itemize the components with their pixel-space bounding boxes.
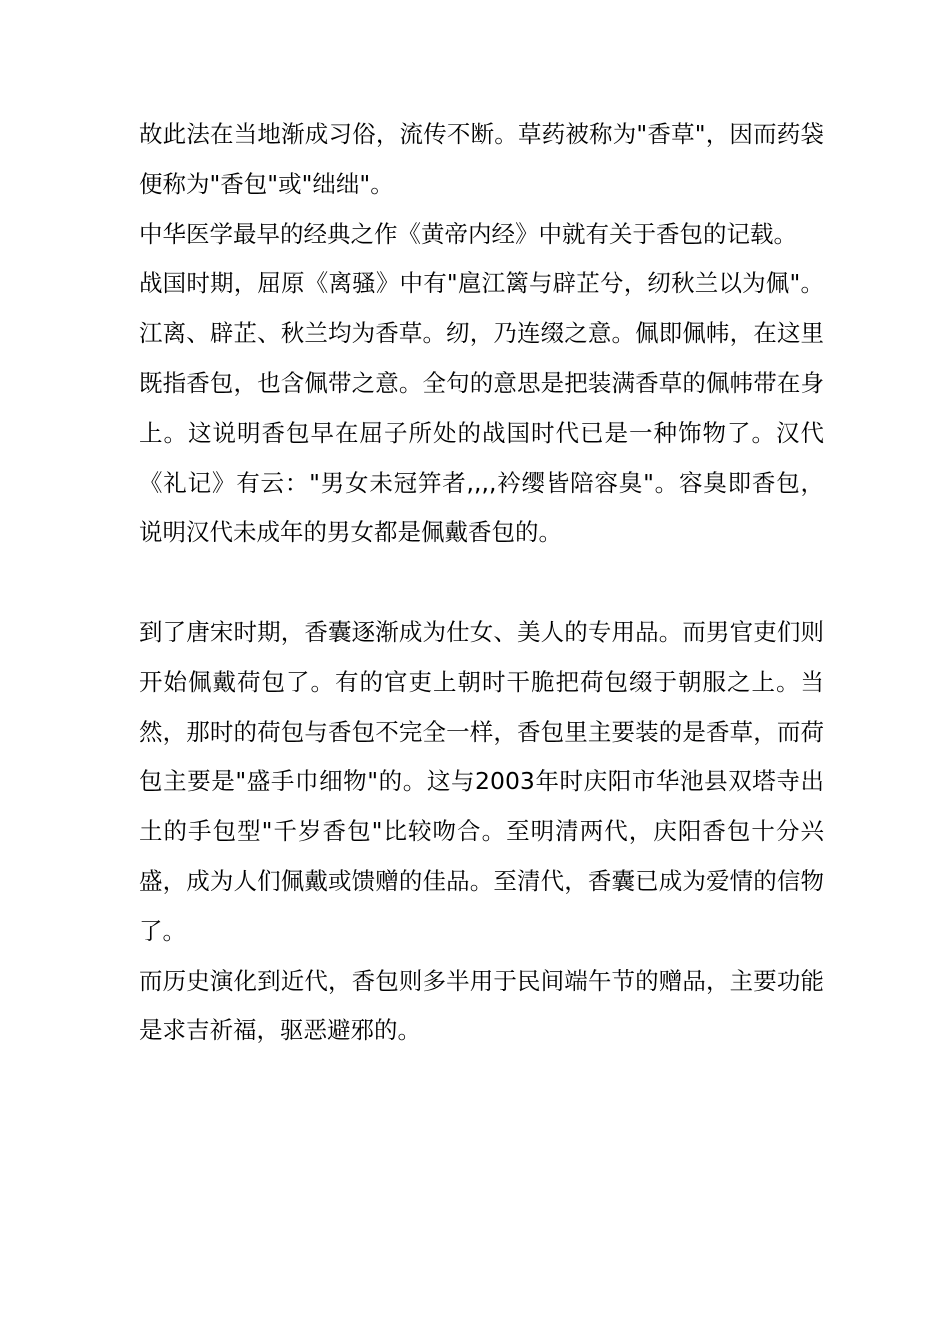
paragraph-tang-song: 到了唐宋时期，香囊逐渐成为仕女、美人的专用品。而男官吏们则开始佩戴荷包了。有的官吏上朝时干脆把荷包缀于朝服之上。当然，那时的荷包与香包不完全一样，香包里主要装的是香草，而荷包主要是"盛手巾细物"的。这与2003年时庆阳市华池县双塔寺出土的手包型"千岁香包"比较吻合。至明清两代，庆阳香包十分兴盛，成为人们佩戴或馈赠的佳品。至清代，香囊已成为爱情的信物了。 <box>139 617 824 945</box>
paragraph-warring-states: 战国时期，屈原《离骚》中有"扈江篱与辟芷兮，纫秋兰以为佩"。江离、辟芷、秋兰均为香草。纫，乃连缀之意。佩即佩帏，在这里既指香包，也含佩带之意。全句的意思是把装满香草的佩帏带在身上。这说明香包早在屈子所处的战国时代已是一种饰物了。汉代《礼记》有云："男女未冠笄者,,,,衿缨皆陪容臭"。容臭即香包，说明汉代未成年的男女都是佩戴香包的。 <box>139 269 824 547</box>
paragraph-huangdi-neijing: 中华医学最早的经典之作《黄帝内经》中就有关于香包的记载。 <box>139 219 797 248</box>
paragraph-customs: 故此法在当地渐成习俗，流传不断。草药被称为"香草"，因而药袋便称为"香包"或"绌绌"。 <box>139 120 824 198</box>
paragraph-spacer <box>139 558 824 608</box>
document-body <box>139 110 824 1056</box>
paragraph-modern: 而历史演化到近代，香包则多半用于民间端午节的赠品，主要功能是求吉祈福，驱恶避邪的。 <box>139 966 824 1045</box>
